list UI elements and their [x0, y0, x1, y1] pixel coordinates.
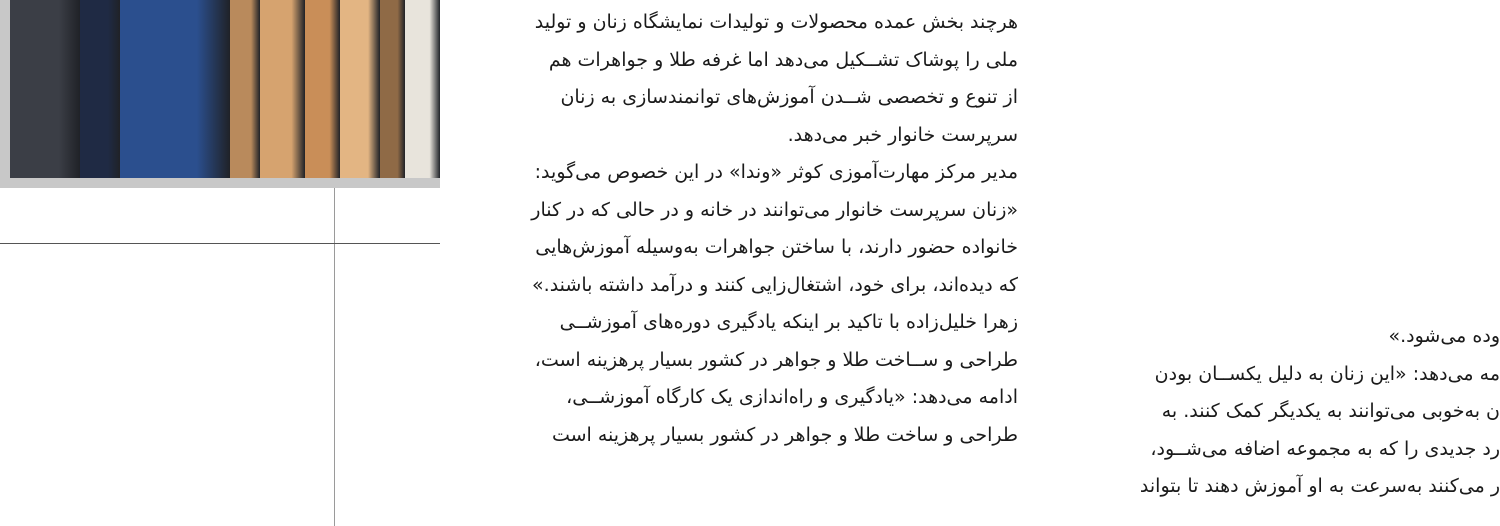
text-line: که دیده‌اند، برای خود، اشتغال‌زایی کنند و درآمد داشته باشند.» [532, 273, 1018, 296]
article-column-right: وده می‌شود.» مه می‌دهد: «این زنان به دلیل یکســان بودن ن به‌خوبی می‌توانند به یکدیگر کمک کنند. به رد جدیدی را که به مجموعه اضافه می‌شــود، ر می‌کنند به‌سرعت به او آموزش دهند تا بتواند [0, 0, 440, 526]
text-line: «زنان سرپرست خانوار می‌توانند در خانه و در حالی که در کنار [531, 198, 1018, 221]
article-column-middle [388, 4, 1018, 454]
text-line: ادامه می‌دهد: «یادگیری و راه‌اندازی یک کارگاه آموزشــی، [566, 386, 1018, 408]
text-line: طراحی و ســاخت طلا و جواهر در کشور بسیار پرهزینه است، [534, 348, 1018, 371]
cloth-stripe [80, 0, 120, 178]
text-line: هرچند بخش عمده محصولات و تولیدات نمایشگاه زنان و تولید [534, 11, 1018, 33]
cloth-stripe [305, 0, 340, 178]
clothing-rack-image [10, 0, 440, 178]
cloth-stripe [230, 0, 260, 178]
cloth-stripe [405, 0, 440, 178]
cloth-stripe [380, 0, 405, 178]
cloth-stripe [10, 0, 80, 178]
article-photo [0, 0, 440, 188]
horizontal-rule [0, 243, 440, 244]
cloth-stripe [260, 0, 305, 178]
text-line: سرپرست خانوار خبر می‌دهد. [787, 123, 1018, 146]
text-line: زهرا خلیل‌زاده با تاکید بر اینکه یادگیری دوره‌های آموزشــی [559, 311, 1018, 333]
text-line: از تنوع و تخصصی شــدن آموزش‌های توانمندسازی به زنان [560, 86, 1018, 108]
text-line: خانواده حضور دارند، با ساختن جواهرات به‌وسیله آموزش‌هایی [535, 236, 1018, 258]
text-line: ملی را پوشاک تشــکیل می‌دهد اما غرفه طلا و جواهرات هم [548, 48, 1018, 71]
cloth-stripe [120, 0, 230, 178]
text-line: مدیر مرکز مهارت‌آموزی کوثر «وندا» در این خصوص می‌گوید: [534, 161, 1018, 183]
text-line: طراحی و ساخت طلا و جواهر در کشور بسیار پرهزینه است [551, 423, 1018, 446]
cloth-stripe [340, 0, 380, 178]
